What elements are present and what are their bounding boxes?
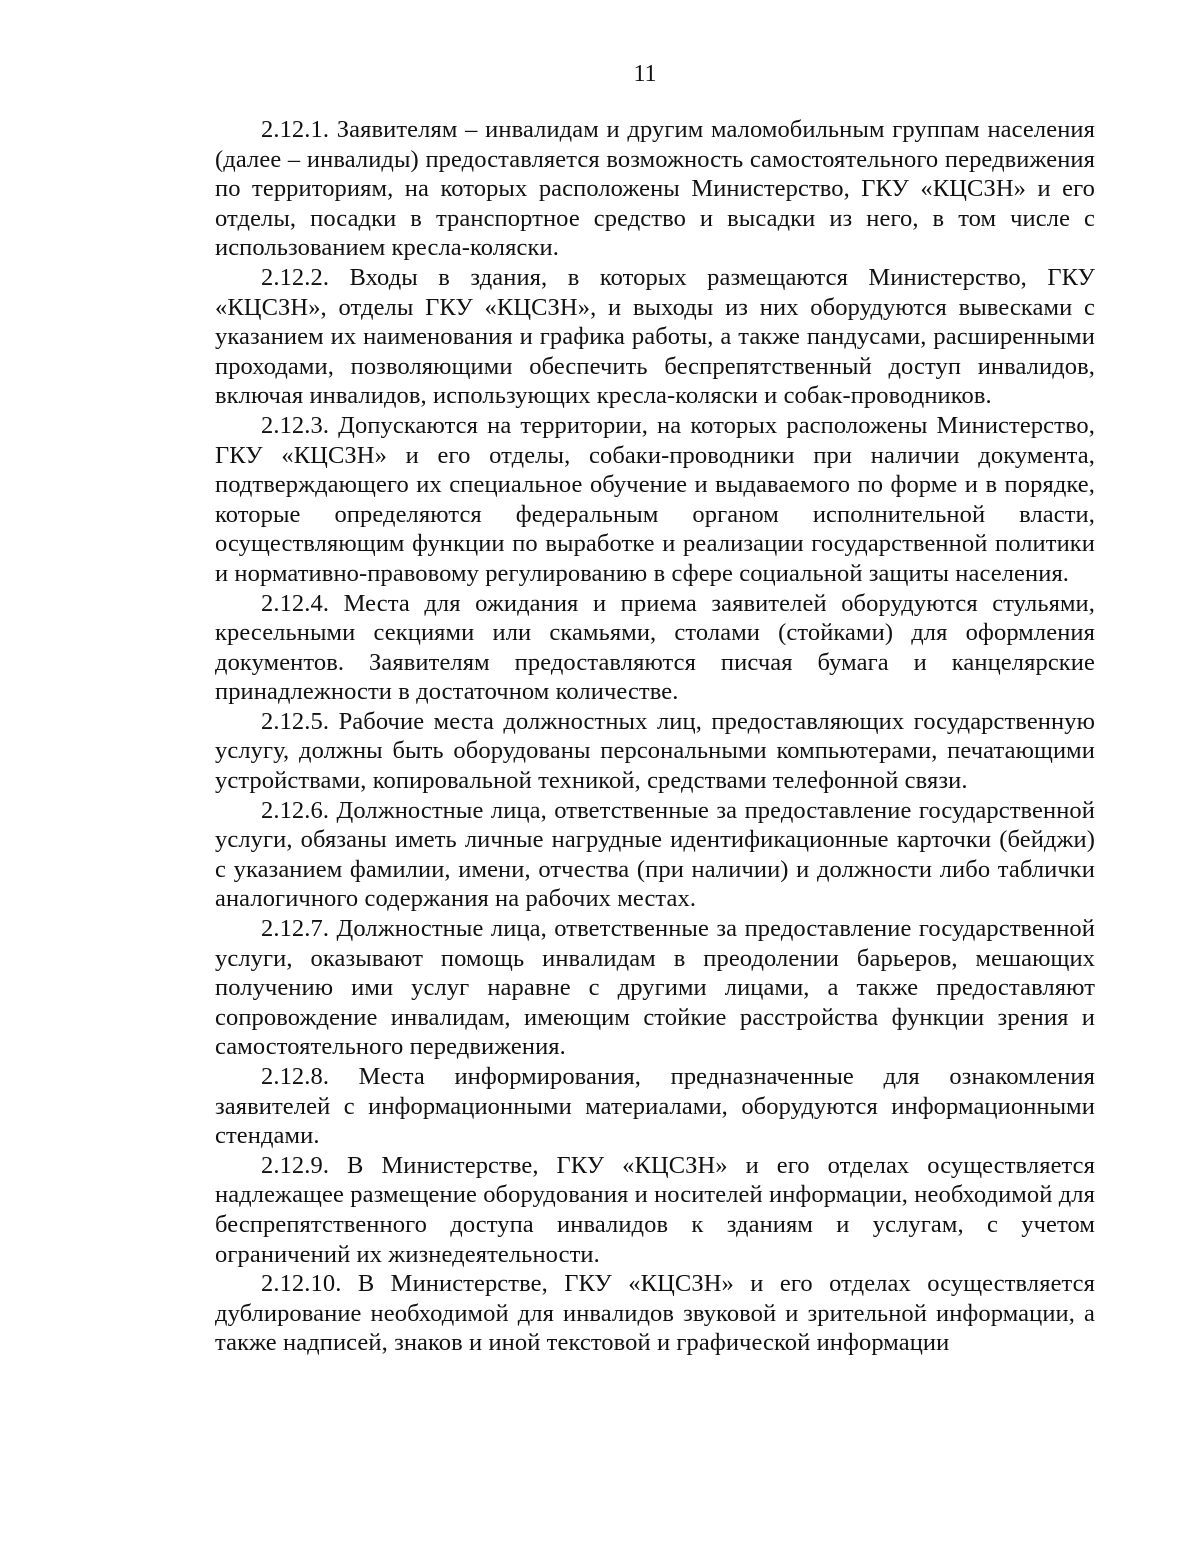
- paragraph-2-12-4: 2.12.4. Места для ожидания и приема заявителей оборудуются стульями, кресельными секциями или скамьями, столами (стойками) для оформления документов. Заявителям предоставляются писчая бумага и канцелярские принадлежности в достаточном количестве.: [215, 589, 1095, 706]
- paragraph-2-12-2: 2.12.2. Входы в здания, в которых размещаются Министерство, ГКУ «КЦСЗН», отделы ГКУ «КЦСЗН», и выходы из них оборудуются вывесками с указанием их наименования и графика работы, а также пандусами, расширенными проходами, позволяющими обеспечить беспрепятственный доступ инвалидов, включая инвалидов, использующих кресла-коляски и собак-проводников.: [215, 263, 1095, 410]
- paragraph-2-12-10: 2.12.10. В Министерстве, ГКУ «КЦСЗН» и его отделах осуществляется дублирование необходимой для инвалидов звуковой и зрительной информации, а также надписей, знаков и иной текстовой и графической информации: [215, 1270, 1095, 1357]
- paragraph-2-12-6: 2.12.6. Должностные лица, ответственные за предоставление государственной услуги, обязаны иметь личные нагрудные идентификационные карточки (бейджи) с указанием фамилии, имени, отчества (при наличии) и должности либо таблички аналогичного содержания на рабочих местах.: [215, 796, 1095, 913]
- paragraph-2-12-1: 2.12.1. Заявителям – инвалидам и другим маломобильным группам населения (далее – инвалиды) предоставляется возможность самостоятельного передвижения по территориям, на которых расположены Министерство, ГКУ «КЦСЗН» и его отделы, посадки в транспортное средство и высадки из него, в том числе с использованием кресла-коляски.: [215, 116, 1095, 262]
- paragraph-2-12-5: 2.12.5. Рабочие места должностных лиц, предоставляющих государственную услугу, должны быть оборудованы персональными компьютерами, печатающими устройствами, копировальной техникой, средствами телефонной связи.: [215, 707, 1095, 795]
- document-body: [215, 115, 1095, 1358]
- paragraph-2-12-8: 2.12.8. Места информирования, предназначенные для ознакомления заявителей с информационными материалами, оборудуются информационными стендами.: [215, 1063, 1095, 1150]
- page-number: 11: [633, 61, 657, 87]
- paragraph-2-12-3: 2.12.3. Допускаются на территории, на которых расположены Министерство, ГКУ «КЦСЗН» и его отделы, собаки-проводники при наличии документа, подтверждающего их специальное обучение и выдаваемого по форме и в порядке, которые определяются федеральным органом исполнительной власти, осуществляющим функции по выработке и реализации государственной политики и нормативно-правовому регулированию в сфере социальной защиты населения.: [215, 411, 1095, 587]
- paragraph-2-12-7: 2.12.7. Должностные лица, ответственные за предоставление государственной услуги, оказывают помощь инвалидам в преодолении барьеров, мешающих получению ими услуг наравне с другими лицами, а также предоставляют сопровождение инвалидам, имеющим стойкие расстройства функции зрения и самостоятельного передвижения.: [215, 915, 1095, 1061]
- paragraph-2-12-9: 2.12.9. В Министерстве, ГКУ «КЦСЗН» и его отделах осуществляется надлежащее размещение оборудования и носителей информации, необходимой для беспрепятственного доступа инвалидов к зданиям и услугам, с учетом ограничений их жизнедеятельности.: [215, 1151, 1095, 1268]
